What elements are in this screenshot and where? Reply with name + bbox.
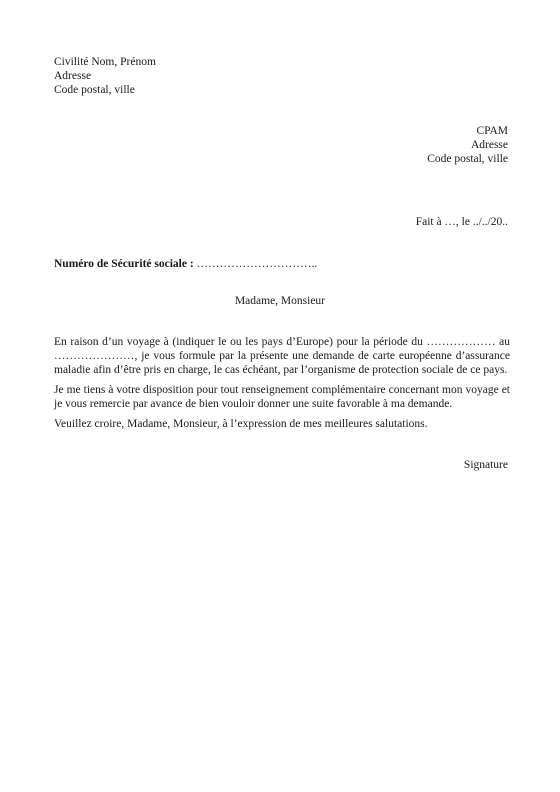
place-and-date: Fait à …, le ../../20.. — [415, 216, 508, 228]
sender-name: Civilité Nom, Prénom — [54, 56, 156, 68]
social-security-number-line — [54, 257, 317, 271]
recipient-name: CPAM — [476, 125, 508, 137]
sender-address-block — [54, 55, 156, 97]
ssn-value: ………………………….. — [193, 258, 318, 270]
recipient-postal-city: Code postal, ville — [427, 153, 508, 165]
letter-body — [54, 335, 510, 437]
recipient-address: Adresse — [470, 139, 508, 151]
sender-postal-city: Code postal, ville — [54, 84, 135, 96]
recipient-address-block — [427, 124, 508, 166]
salutation: Madame, Monsieur — [234, 295, 326, 307]
ssn-label: Numéro de Sécurité sociale : — [54, 258, 194, 270]
signature-label: Signature — [463, 459, 508, 471]
body-paragraph-request: En raison d’un voyage à (indiquer le ou les pays d’Europe) pour la période du ……………… au …………………, je vous formule par la présente une demande de carte européenne d’assurance maladie afin d’être pris en charge, le cas échéant, par l’organisme de protection sociale de ce pays. — [54, 336, 510, 376]
sender-address: Adresse — [54, 70, 92, 82]
body-paragraph-availability: Je me tiens à votre disposition pour tout renseignement complémentaire concernant mon voyage et je vous remercie par avance de bien vouloir donner une suite favorable à ma demande. — [54, 384, 510, 410]
date-line — [416, 215, 508, 229]
body-paragraph-closing: Veuillez croire, Madame, Monsieur, à l’expression de mes meilleures salutations. — [54, 418, 428, 430]
